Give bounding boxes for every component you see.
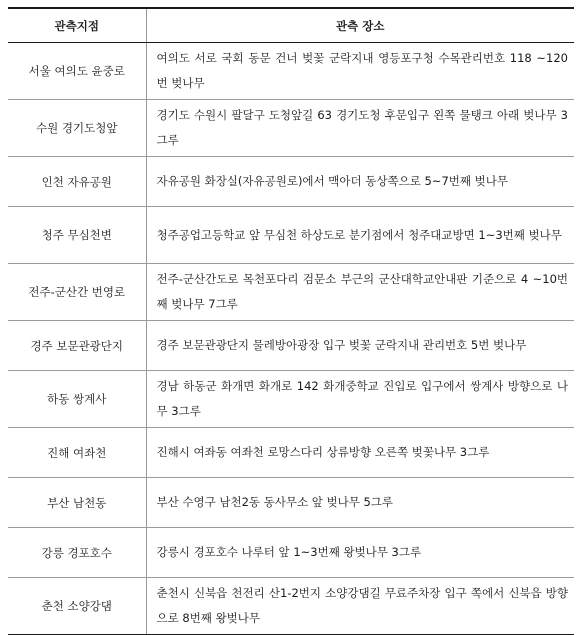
place-cell: 진해시 여좌동 여좌천 로망스다리 상류방향 오른쪽 벚꽃나무 3그루: [146, 428, 574, 478]
table-row: [8, 321, 574, 371]
location-cell: 부산 남천동: [8, 478, 146, 528]
place-cell: 전주-군산간도로 목천포다리 검문소 부근의 군산대학교안내판 기준으로 4 ~10번째 벚나무 7그루: [146, 264, 574, 321]
location-cell: 서울 여의도 윤중로: [8, 43, 146, 100]
table-row: [8, 43, 574, 100]
table-row: [8, 264, 574, 321]
place-cell: 경기도 수원시 팔달구 도청앞길 63 경기도청 후문입구 왼쪽 물탱크 아래 벚나무 3그루: [146, 100, 574, 157]
place-cell: 자유공원 화장실(자유공원로)에서 맥아더 동상쪽으로 5~7번째 벚나무: [146, 157, 574, 207]
location-cell: 청주 무심천변: [8, 207, 146, 264]
table-row: [8, 371, 574, 428]
location-cell: 전주-군산간 번영로: [8, 264, 146, 321]
table-header-row: [8, 8, 574, 43]
table-row: [8, 207, 574, 264]
place-cell: 부산 수영구 남천2동 동사무소 앞 벚나무 5그루: [146, 478, 574, 528]
place-cell: 여의도 서로 국회 동문 건너 벚꽃 군락지내 영등포구청 수목관리번호 118 ~120번 벚나무: [146, 43, 574, 100]
header-place: 관측 장소: [146, 8, 574, 43]
place-cell: 경주 보문관광단지 물레방아광장 입구 벚꽃 군락지내 관리번호 5번 벚나무: [146, 321, 574, 371]
place-cell: 강릉시 경포호수 나루터 앞 1~3번째 왕벚나무 3그루: [146, 528, 574, 578]
table-row: [8, 578, 574, 635]
place-cell: 경남 하동군 화개면 화개로 142 화개중학교 진입로 입구에서 쌍계사 방향으로 나무 3그루: [146, 371, 574, 428]
location-cell: 인천 자유공원: [8, 157, 146, 207]
observation-sites-table: [8, 7, 574, 635]
place-cell: 청주공업고등학교 앞 무심천 하상도로 분기점에서 청주대교방면 1~3번째 벚나무: [146, 207, 574, 264]
location-cell: 진해 여좌천: [8, 428, 146, 478]
location-cell: 경주 보문관광단지: [8, 321, 146, 371]
header-location: 관측지점: [8, 8, 146, 43]
location-cell: 하동 쌍계사: [8, 371, 146, 428]
location-cell: 강릉 경포호수: [8, 528, 146, 578]
table-row: [8, 478, 574, 528]
table-row: [8, 528, 574, 578]
location-cell: 수원 경기도청앞: [8, 100, 146, 157]
table-row: [8, 100, 574, 157]
place-cell: 춘천시 신북읍 천전리 산1-2번지 소양강댐길 무료주차장 입구 쪽에서 신북읍 방향으로 8번째 왕벚나무: [146, 578, 574, 635]
table-row: [8, 428, 574, 478]
table-row: [8, 157, 574, 207]
location-cell: 춘천 소양강댐: [8, 578, 146, 635]
